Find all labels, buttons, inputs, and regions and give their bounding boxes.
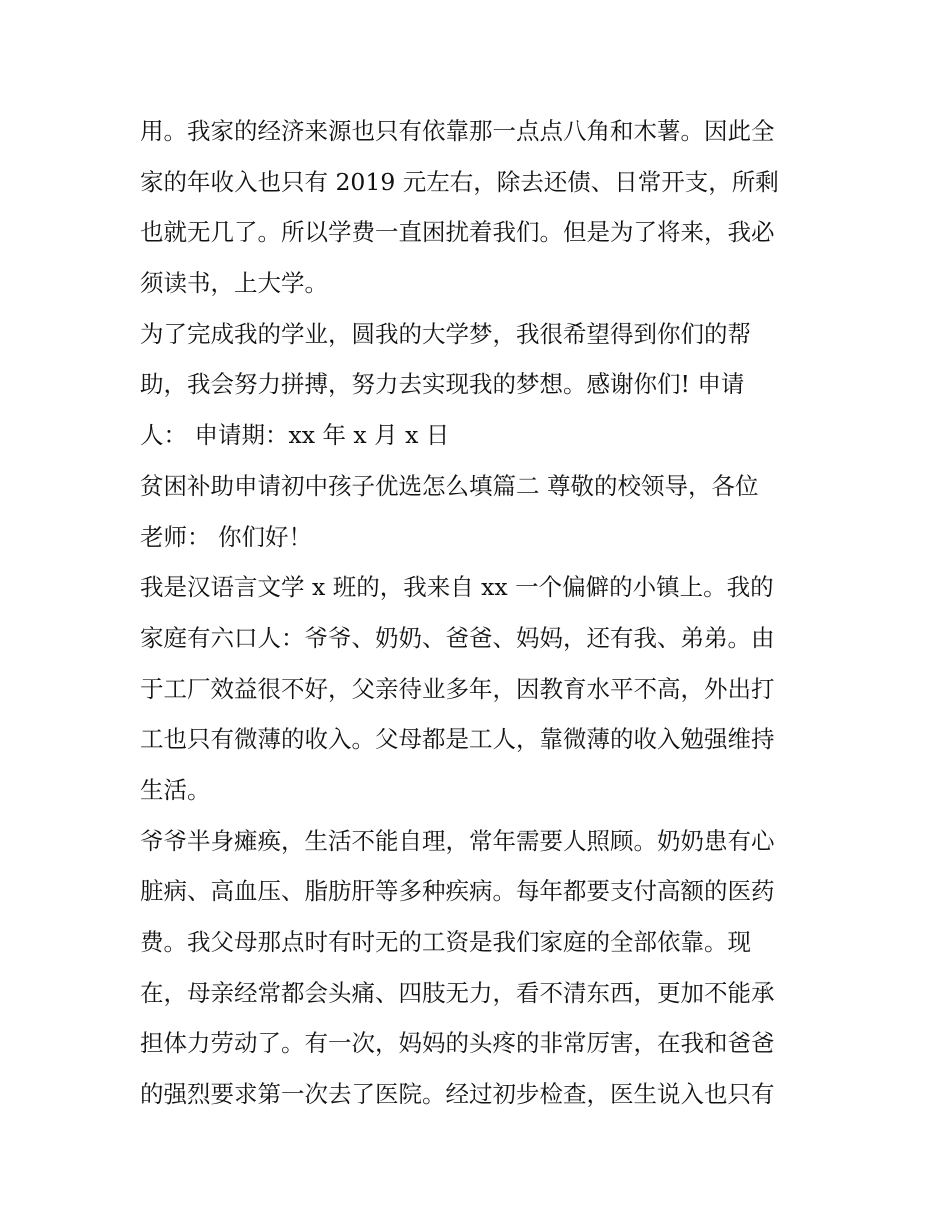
text-line: 在，母亲经常都会头痛、四肢无力，看不清东西，更加不能承 xyxy=(140,978,775,1007)
text-line: 家的年收入也只有 2019 元左右，除去还债、日常开支，所剩 xyxy=(140,167,779,196)
text-line: 工也只有微薄的收入。父母都是工人，靠微薄的收入勉强维持 xyxy=(140,725,775,754)
text-line: 也就无几了。所以学费一直困扰着我们。但是为了将来，我必 xyxy=(140,218,775,247)
text-line: 生活。 xyxy=(140,775,211,804)
text-line: 贫困补助申请初中孩子优选怎么填篇二 尊敬的校领导，各位 xyxy=(140,471,759,500)
text-line: 家庭有六口人：爷爷、奶奶、爸爸、妈妈，还有我、弟弟。由 xyxy=(140,623,775,652)
text-line: 担体力劳动了。有一次，妈妈的头疼的非常厉害，在我和爸爸 xyxy=(140,1029,775,1058)
text-line: 脏病、高血压、脂肪肝等多种疾病。每年都要支付高额的医药 xyxy=(140,877,775,906)
text-line: 我是汉语言文学 x 班的，我来自 xx 一个偏僻的小镇上。我的 xyxy=(140,573,774,602)
text-line: 为了完成我的学业，圆我的大学梦，我很希望得到你们的帮 xyxy=(140,319,751,348)
text-line: 人： 申请期：xx 年 x 月 x 日 xyxy=(140,421,450,450)
text-line: 须读书，上大学。 xyxy=(140,269,328,298)
text-line: 费。我父母那点时有时无的工资是我们家庭的全部依靠。现 xyxy=(140,928,751,956)
text-line: 的强烈要求第一次去了医院。经过初步检查，医生说入也只有 xyxy=(140,1080,775,1109)
document-text-body xyxy=(140,106,820,1120)
text-line: 于工厂效益很不好，父亲待业多年，因教育水平不高，外出打 xyxy=(140,674,775,703)
text-line: 助，我会努力拼搏，努力去实现我的梦想。感谢你们! 申请 xyxy=(140,370,745,399)
text-line: 老师： 你们好！ xyxy=(140,522,312,551)
text-line: 爷爷半身瘫痪，生活不能自理，常年需要人照顾。奶奶患有心 xyxy=(140,826,775,855)
text-line: 用。我家的经济来源也只有依靠那一点点八角和木薯。因此全 xyxy=(140,117,775,145)
